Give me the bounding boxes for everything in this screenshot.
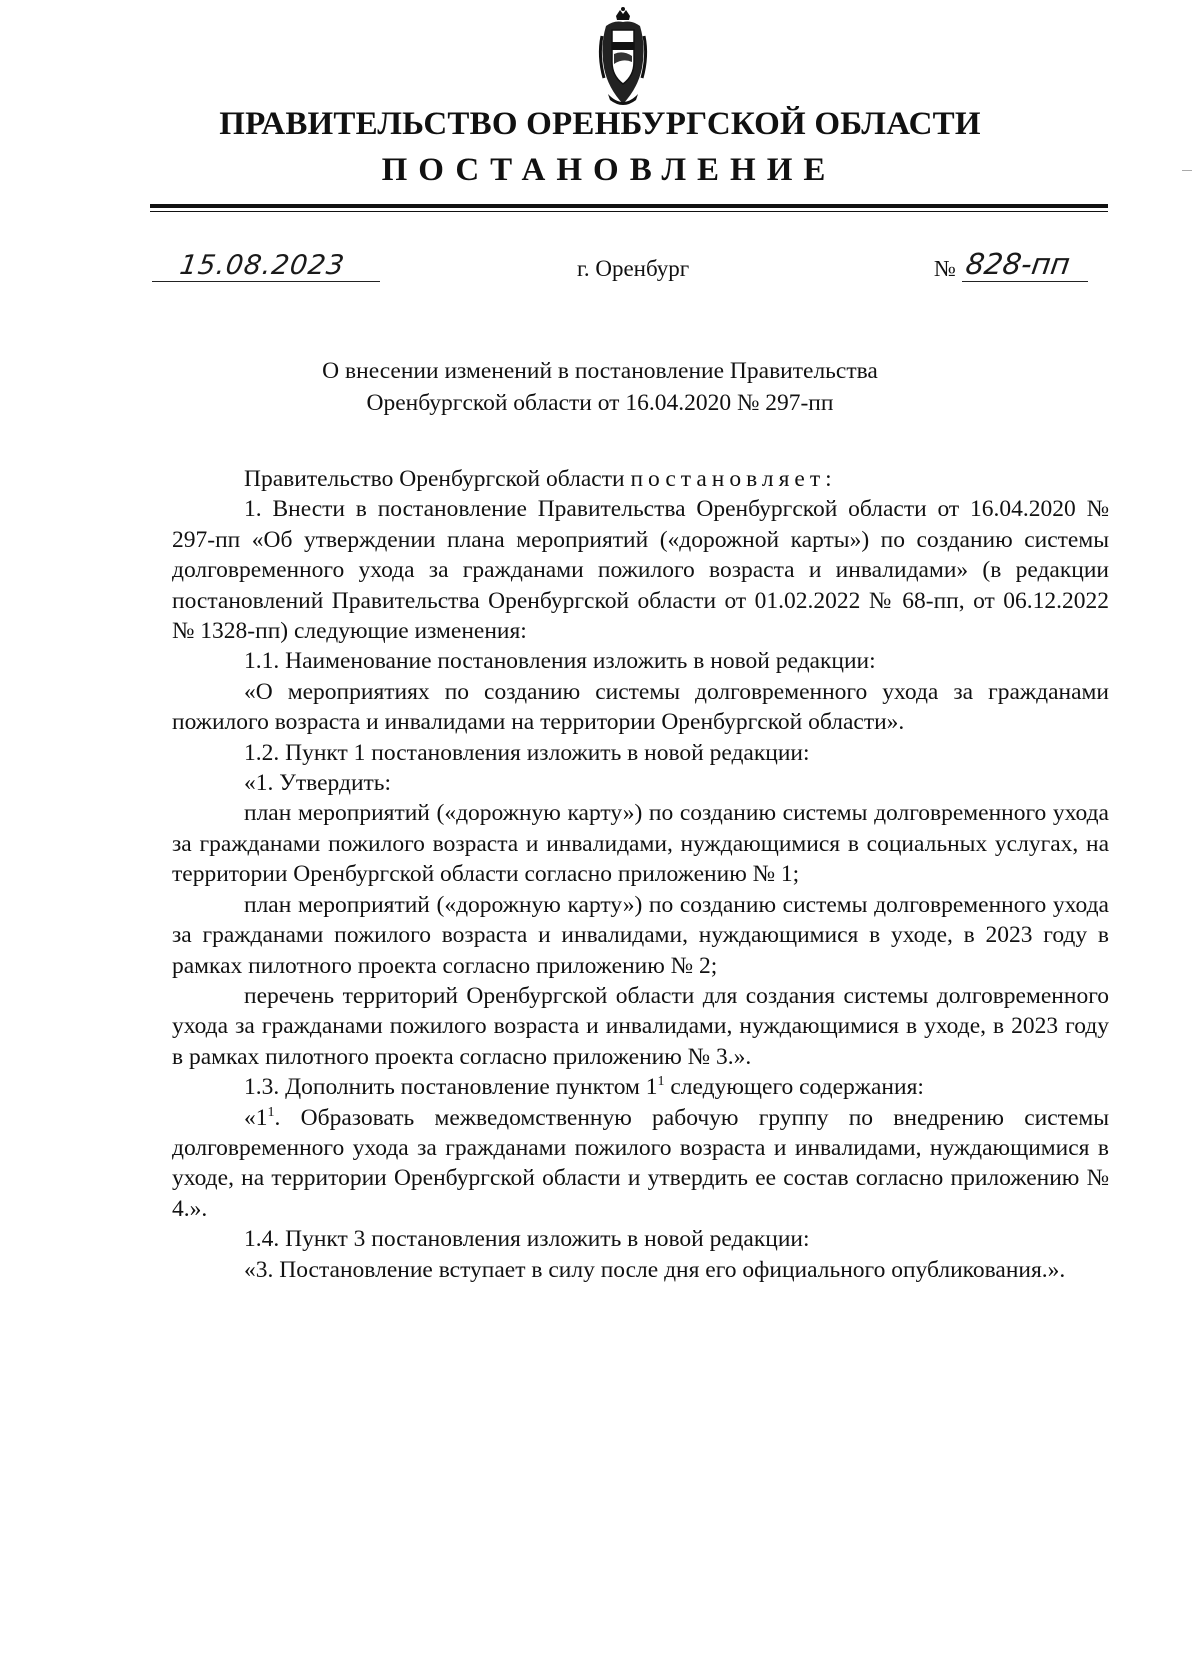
number-sign: № xyxy=(934,256,956,281)
subject-line-2: Оренбургской области от 16.04.2020 № 297-пп xyxy=(366,390,834,416)
document-type-title: ПОСТАНОВЛЕНИЕ xyxy=(381,152,837,188)
paragraph-1-2-plan-1: план мероприятий («дорожную карту») по созданию системы долговременного ухода за гражданами пожилого возраста и инвалидами, нуждающимися в социальных услугах, на территории Оренбургской области согласно приложению № 1; xyxy=(172,800,1109,888)
document-body xyxy=(172,464,1109,1285)
paragraph-1-2-territories: перечень территорий Оренбургской области для создания системы долговременного ухода за гражданами пожилого возраста и инвалидами, нуждающимися в уходе, в 2023 году в рамках пилотного проекта согласно приложению № 3.». xyxy=(172,982,1109,1070)
intro-paragraph xyxy=(172,464,1109,494)
paragraph-1-2: 1.2. Пункт 1 постановления изложить в новой редакции: xyxy=(244,739,810,766)
paragraph-1-3-text-superscript: 1 xyxy=(267,1104,275,1120)
paragraph-1-3 xyxy=(172,1072,1109,1102)
paragraph-1-3-prefix: 1.3. Дополнить постановление пунктом 1 xyxy=(244,1074,658,1101)
intro-decree-word: постановляет: xyxy=(630,466,837,492)
header-rule-thin xyxy=(150,211,1108,212)
paragraph-1-2-approve: «1. Утвердить: xyxy=(244,770,392,797)
document-subject xyxy=(0,355,1200,419)
paragraph-1-4: 1.4. Пункт 3 постановления изложить в новой редакции: xyxy=(244,1226,810,1253)
paragraph-1-2-plan-2: план мероприятий («дорожную карту») по созданию системы долговременного ухода за гражданами пожилого возраста и инвалидами, нуждающимися в уходе, в 2023 году в рамках пилотного проекта согласно приложению № 2; xyxy=(172,891,1109,979)
paragraph-1: 1. Внести в постановление Правительства Оренбургской области от 16.04.2020 № 297-пп «Об утверждении плана мероприятий («дорожной карты») по созданию системы долговременного ухода за гражданами пожилого возраста и инвалидами» (в редакции постановлений Правительства Оренбургской области от 01.02.2022 № 68-пп, от 06.12.2022 № 1328-пп) следующие изменения: xyxy=(172,496,1109,645)
subject-line-1: О внесении изменений в постановление Правительства xyxy=(322,358,878,384)
paragraph-1-3-suffix: следующего содержания: xyxy=(664,1074,924,1101)
paragraph-1-3-superscript: 1 xyxy=(657,1074,665,1090)
orenburg-coat-of-arms-icon xyxy=(594,6,652,110)
paragraph-1-3-text xyxy=(172,1103,1109,1225)
government-title: ПРАВИТЕЛЬСТВО ОРЕНБУРГСКОЙ ОБЛАСТИ xyxy=(219,106,981,142)
scan-artifact xyxy=(1182,170,1192,171)
number-underline xyxy=(962,281,1088,282)
date-underline xyxy=(152,281,380,282)
intro-prefix: Правительство Оренбургской области xyxy=(244,466,631,492)
document-date: 15.08.2023 xyxy=(177,250,347,281)
document-number: 828-пп xyxy=(963,247,1073,281)
document-city: г. Оренбург xyxy=(577,256,690,281)
paragraph-1-3-text-body: . Образовать межведомственную рабочую группу по внедрению системы долговременного ухода за гражданами пожилого возраста и инвалидами, нуждающимися в уходе, на территории Оренбургской области и утвердить ее состав согласно приложению № 4.». xyxy=(172,1104,1109,1222)
header-rule-thick xyxy=(150,204,1108,208)
paragraph-1-3-text-prefix: «1 xyxy=(244,1104,268,1131)
paragraph-1-1: 1.1. Наименование постановления изложить в новой редакции: xyxy=(244,648,876,675)
paragraph-1-1-text: «О мероприятиях по созданию системы долговременного ухода за гражданами пожилого возраста и инвалидами на территории Оренбургской области». xyxy=(172,678,1109,736)
paragraph-1-4-text: «3. Постановление вступает в силу после дня его официального опубликования.». xyxy=(244,1256,1066,1283)
